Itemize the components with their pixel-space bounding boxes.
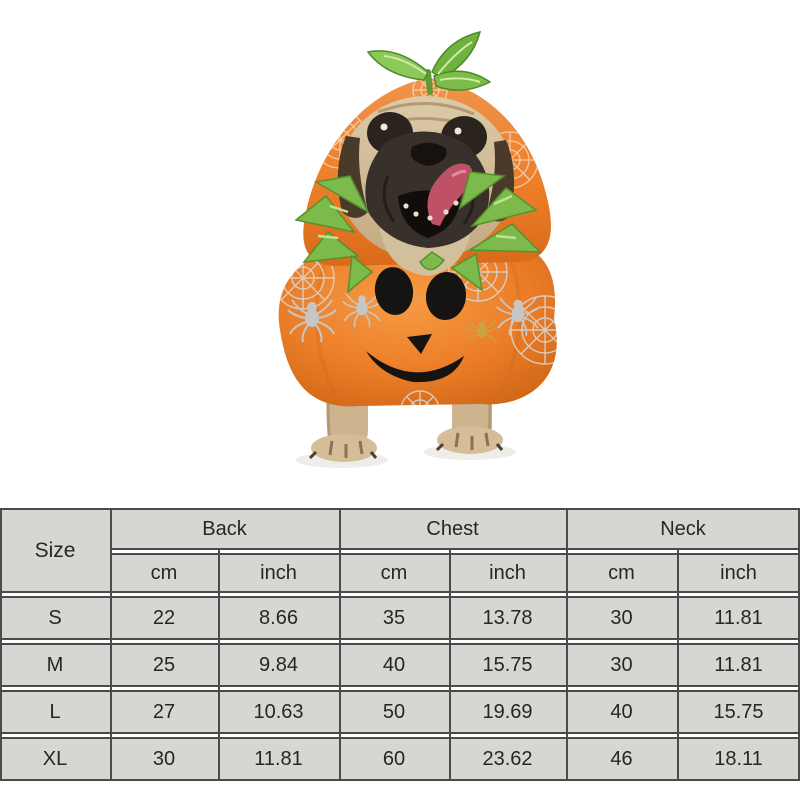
value-cell: 46 [566, 739, 677, 779]
unit-cell: inch [218, 553, 339, 591]
value-cell: 11.81 [677, 598, 800, 638]
value-cell: 22 [110, 598, 218, 638]
table-row-xl [0, 737, 800, 781]
value-cell: 8.66 [218, 598, 339, 638]
value-cell: 30 [566, 645, 677, 685]
value-cell: 25 [110, 645, 218, 685]
table-header [0, 508, 800, 593]
table-row-s [0, 596, 800, 640]
header-cell-size: Size [0, 510, 110, 591]
size-chart-table [0, 508, 800, 781]
value-cell: 18.11 [677, 739, 800, 779]
header-cell-chest: Chest [339, 510, 566, 550]
value-cell: 35 [339, 598, 449, 638]
size-label: S [0, 598, 110, 638]
leaf-sprout [368, 32, 490, 92]
value-cell: 15.75 [677, 692, 800, 732]
value-cell: 50 [339, 692, 449, 732]
value-cell: 11.81 [218, 739, 339, 779]
header-cell-back: Back [110, 510, 339, 550]
value-cell: 30 [566, 598, 677, 638]
value-cell: 9.84 [218, 645, 339, 685]
value-cell: 30 [110, 739, 218, 779]
size-label: M [0, 645, 110, 685]
table-row-m [0, 643, 800, 687]
value-cell: 40 [339, 645, 449, 685]
unit-cell: cm [110, 553, 218, 591]
value-cell: 15.75 [449, 645, 566, 685]
table-row-l [0, 690, 800, 734]
value-cell: 10.63 [218, 692, 339, 732]
value-cell: 27 [110, 692, 218, 732]
size-label: XL [0, 739, 110, 779]
unit-cell: inch [449, 553, 566, 591]
value-cell: 60 [339, 739, 449, 779]
header-cell-neck: Neck [566, 510, 800, 550]
unit-cell: cm [339, 553, 449, 591]
value-cell: 11.81 [677, 645, 800, 685]
size-label: L [0, 692, 110, 732]
value-cell: 23.62 [449, 739, 566, 779]
value-cell: 40 [566, 692, 677, 732]
unit-cell: inch [677, 553, 800, 591]
value-cell: 13.78 [449, 598, 566, 638]
unit-cell: cm [566, 553, 677, 591]
value-cell: 19.69 [449, 692, 566, 732]
